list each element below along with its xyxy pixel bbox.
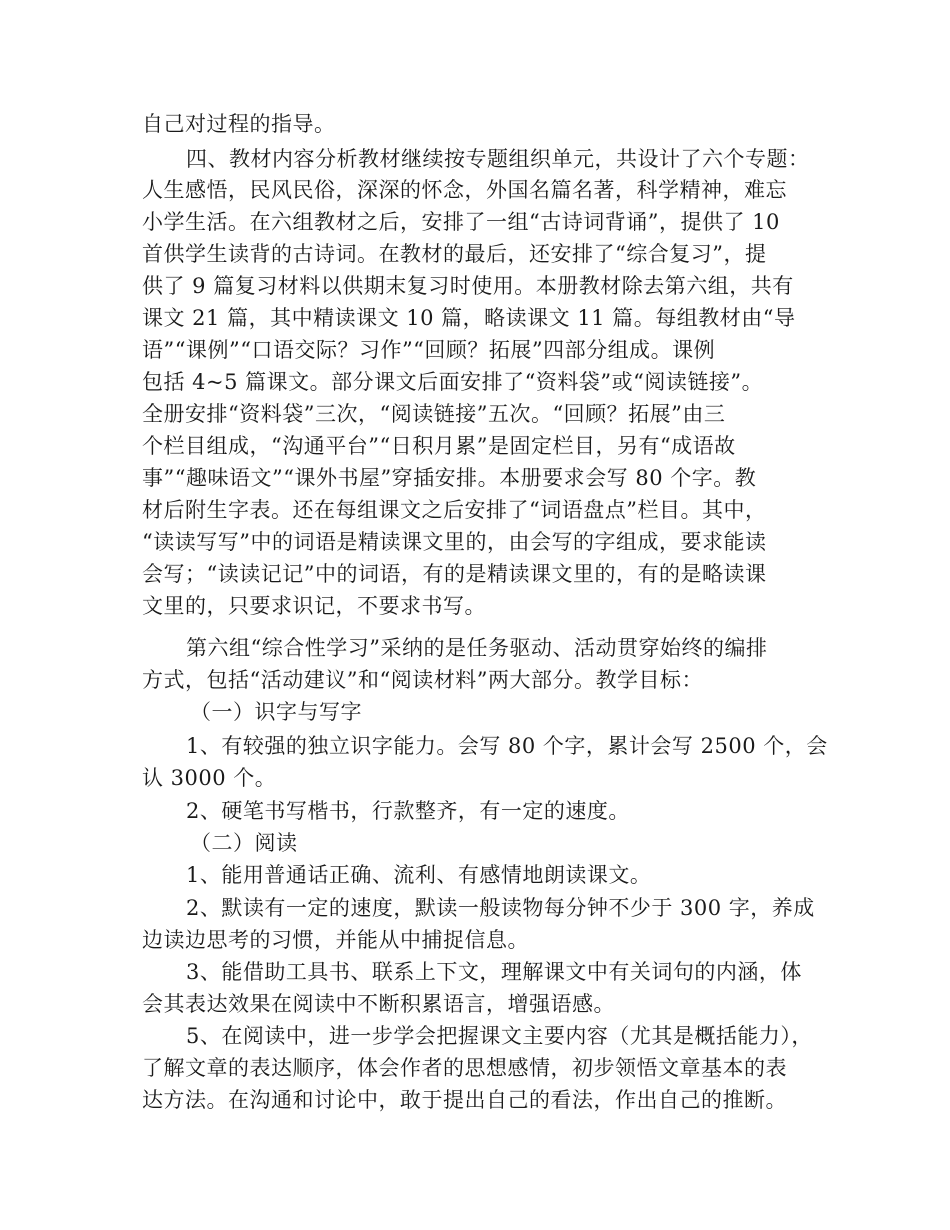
text-line: 认 3000 个。 — [142, 766, 277, 790]
text-line: “读读写写”中的词语是精读课文里的，由会写的字组成，要求能读 — [142, 530, 767, 554]
text-line: 会其表达效果在阅读中不断积累语言，增强语感。 — [142, 992, 615, 1016]
text-line: 3、能借助工具书、联系上下文，理解课文中有关词句的内涵，体 — [186, 960, 802, 984]
text-line: 首供学生读背的古诗词。在教材的最后，还安排了“综合复习”，提 — [142, 242, 767, 266]
text-line: 1、有较强的独立识字能力。会写 80 个字，累计会写 2500 个，会 — [186, 734, 828, 758]
text-line: 了解文章的表达顺序，体会作者的思想感情，初步领悟文章基本的表 — [142, 1056, 787, 1080]
text-line: 自己对过程的指导。 — [142, 112, 336, 136]
text-line: 2、默读有一定的速度，默读一般读物每分钟不少于 300 字，养成 — [186, 896, 815, 920]
text-line: 2、硬笔书写楷书，行款整齐，有一定的速度。 — [186, 799, 630, 823]
text-line: 事”“趣味语文”“课外书屋”穿插安排。本册要求会写 80 个字。教 — [142, 466, 757, 490]
text-line: 小学生活。在六组教材之后，安排了一组“古诗词背诵”，提供了 10 — [142, 210, 780, 234]
text-line: 材后附生字表。还在每组课文之后安排了“词语盘点”栏目。其中， — [142, 498, 767, 522]
text-line: 1、能用普通话正确、流利、有感情地朗读课文。 — [186, 863, 652, 887]
text-line: 语”“课例”“口语交际？习作”“回顾？拓展”四部分组成。课例 — [142, 338, 716, 362]
text-line: 文里的，只要求识记，不要求书写。 — [142, 594, 486, 618]
text-line: 四、教材内容分析教材继续按专题组织单元，共设计了六个专题： — [186, 147, 810, 171]
text-line: 会写；“读读记记”中的词语，有的是精读课文里的，有的是略读课 — [142, 562, 767, 586]
text-line: 5、在阅读中，进一步学会把握课文主要内容（尤其是概括能力）， — [186, 1024, 813, 1048]
text-line: 第六组“综合性学习”采纳的是任务驱动、活动贯穿始终的编排 — [186, 636, 768, 660]
text-line: 边读边思考的习惯，并能从中捕捉信息。 — [142, 928, 529, 952]
text-line: 课文 21 篇，其中精读课文 10 篇，略读课文 11 篇。每组教材由“导 — [142, 306, 796, 330]
section-heading: （二）阅读 — [190, 831, 298, 855]
text-line: 全册安排“资料袋”三次，“阅读链接”五次。“回顾？拓展”由三 — [142, 402, 726, 426]
text-line: 供了 9 篇复习材料以供期末复习时使用。本册教材除去第六组，共有 — [142, 274, 794, 298]
section-heading: （一）识字与写字 — [190, 700, 362, 724]
text-line: 方式，包括“活动建议”和“阅读材料”两大部分。教学目标： — [142, 668, 703, 692]
text-line: 包括 4~5 篇课文。部分课文后面安排了“资料袋”或“阅读链接”。 — [142, 370, 764, 394]
text-line: 个栏目组成，“沟通平台”“日积月累”是固定栏目，另有“成语故 — [142, 434, 736, 458]
text-line: 人生感悟，民风民俗，深深的怀念，外国名篇名著，科学精神，难忘 — [142, 178, 787, 202]
text-line: 达方法。在沟通和讨论中，敢于提出自己的看法，作出自己的推断。 — [142, 1088, 787, 1112]
